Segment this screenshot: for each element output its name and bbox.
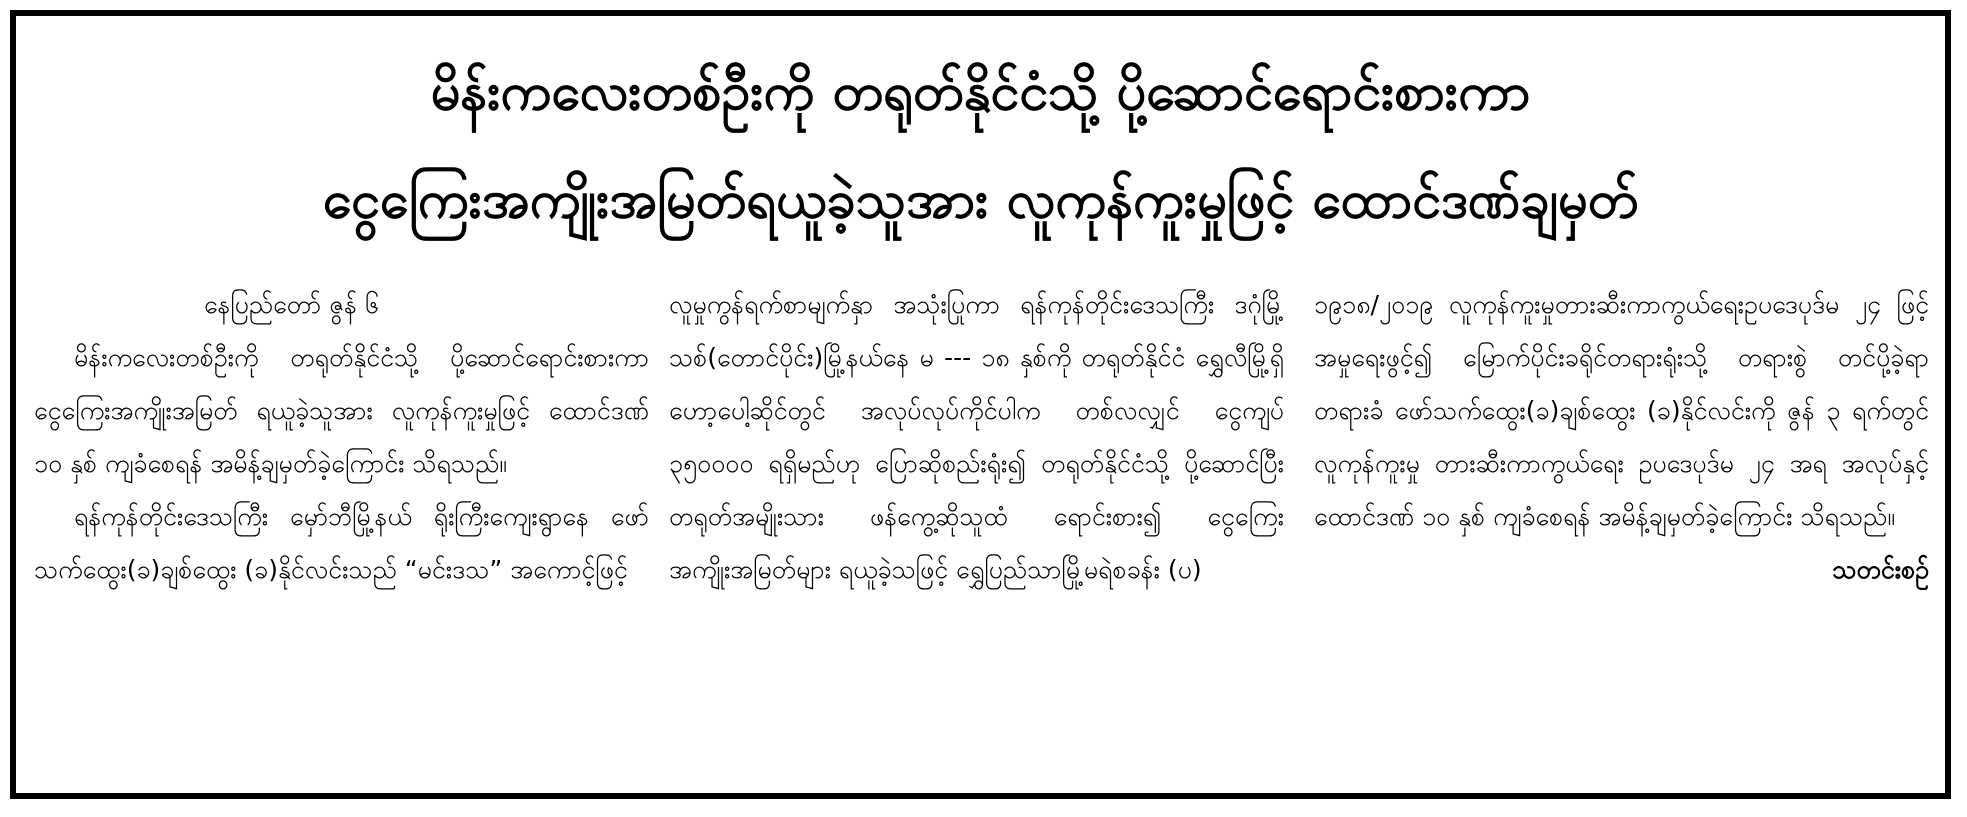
article-column-3 (1314, 278, 1929, 596)
paragraph-1: မိန်းကလေးတစ်ဦးကို တရုတ်နိုင်ငံသို့ ပို့ဆောင်ရောင်းစားကာ ငွေကြေးအကျိုးအမြတ် ရယူခဲ့သူအား လူကုန်ကူးမှုဖြင့် ထောင်ဒဏ် ၁၀ နှစ် ကျခံစေရန် အမိန့်ချမှတ်ခဲ့ကြောင်း သိရသည်။ (34, 343, 649, 478)
news-article-frame (10, 10, 1951, 799)
dateline: နေပြည်တော် ဇွန် ၆ (203, 290, 380, 319)
paragraph-2-part-2: လူမှုကွန်ရက်စာမျက်နှာ အသုံးပြုကာ ရန်ကုန်တိုင်းဒေသကြီး ဒဂုံမြို့သစ်(တောင်ပိုင်း)မြို့နယ်နေ မ --- ၁၈ နှစ်ကို တရုတ်နိုင်ငံ ရွှေလီမြို့ရှိ ဟော့ပေါ့ဆိုင်တွင် အလုပ်လုပ်ကိုင်ပါက တစ်လလျှင် ငွေကျပ် ၃၅၀၀၀၀ ရရှိမည်ဟု ပြောဆိုစည်းရုံး၍ တရုတ်နိုင်ငံသို့ ပို့ဆောင်ပြီး တရုတ်အမျိုးသား ဖန်ကွေ့ဆိုသူထံ ရောင်းစား၍ ငွေကြေးအကျိုးအမြတ်များ ရယူခဲ့သဖြင့် ရွှေပြည်သာမြို့မရဲစခန်း (ပ) (669, 290, 1284, 584)
headline-line-1: မိန်းကလေးတစ်ဦးကို တရုတ်နိုင်ငံသို့ ပို့ဆောင်ရောင်းစားကာ (430, 62, 1531, 122)
headline-line-2: ငွေကြေးအကျိုးအမြတ်ရယူခဲ့သူအား လူကုန်ကူးမှုဖြင့် ထောင်ဒဏ်ချမှတ် (322, 170, 1639, 230)
article-column-2 (669, 278, 1284, 596)
paragraph-2-part-1: ရန်ကုန်တိုင်းဒေသကြီး မှော်ဘီမြို့နယ် ရိုးကြီးကျေးရွာနေ ဖော်သက်ထွေး(ခ)ချစ်ထွေး (ခ)နိုင်လင်းသည် “မင်းဒသ” အကောင့်ဖြင့် (34, 502, 649, 584)
byline: သတင်းစဉ် (1832, 555, 1929, 584)
paragraph-2-part-3: ၁၉၁၈/၂၀၁၉ လူကုန်ကူးမှုတားဆီးကာကွယ်ရေးဥပဒေပုဒ်မ ၂၄ ဖြင့် အမှုရေးဖွင့်၍ မြောက်ပိုင်းခရိုင်တရားရုံးသို့ တရားစွဲ တင်ပို့ခဲ့ရာ တရားခံ ဖော်သက်ထွေး(ခ)ချစ်ထွေး (ခ)နိုင်လင်းကို ဇွန် ၃ ရက်တွင် လူကုန်ကူးမှု တားဆီးကာကွယ်ရေး ဥပဒေပုဒ်မ ၂၄ အရ အလုပ်နှင့် ထောင်ဒဏ် ၁၀ နှစ် ကျခံစေရန် အမိန့်ချမှတ်ခဲ့ကြောင်း သိရသည်။ (1314, 290, 1929, 531)
article-column-1 (34, 278, 649, 596)
